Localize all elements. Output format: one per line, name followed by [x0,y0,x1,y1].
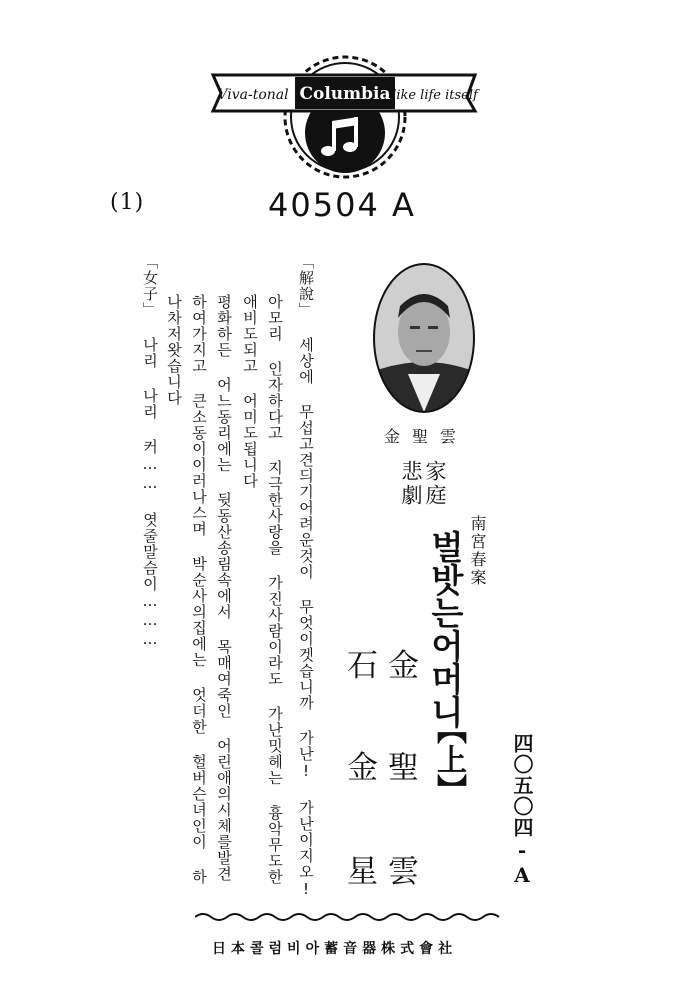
performer-2-char-2: 金 [347,750,378,786]
spine-catalog-number: 四〇五〇四-A [510,733,534,888]
script-line-6: 나차저왓습니다 [165,294,183,406]
publisher-footer: 日本콜럼비아蓄音器株式會社 [212,941,458,957]
genre-label-tragedy: 悲劇 [399,460,423,508]
columbia-logo [205,55,485,185]
script-line-4: 평화하든 어느동리에는 뒷동산송림속에서 목매여죽인 어린애의시체를발견 [215,294,233,882]
performer-2-char-3: 星 [347,854,378,890]
drama-title: 벌밧는어머니 [426,530,465,728]
performer-1-char-1: 金 [388,648,419,684]
logo-left-banner: Viva-tonal [217,87,289,103]
genre-label-family: 家庭 [423,460,447,508]
script-line-2: 아모리 인자하다고 지극한사랑을 가진사람이라도 가난밋헤는 흉악무도한 [266,294,284,885]
portrait-photo [372,262,476,414]
author-credit: 南宮春案 [468,515,487,587]
script-line-3: 애비도되고 어미도됩니다 [241,294,259,489]
portrait-caption: 金聖雲 [384,427,469,446]
record-number: 40504 A [268,186,416,224]
side-number: (1) [110,190,145,215]
script-line-1: 「解說」 세상에 무섭고견듸기어려운것이 무엇이겟습니까 가난! 가난이지오! [297,254,315,899]
logo-brand: Columbia [299,84,391,104]
logo-right-banner: like life itself [392,88,478,103]
footer-wave-rule [195,910,500,924]
performer-2-char-1: 石 [347,648,378,684]
performer-1-char-3: 雲 [388,854,419,890]
script-line-5: 하여가지고 큰소동이이러나스며 박순사의집에는 엇더한 헐버슨녀인이 하 [190,294,208,885]
performer-1-char-2: 聖 [388,750,419,786]
part-marker: 【上】 [431,714,466,804]
script-line-7: 「女子」 나리 나리 커…… 엿줄말슴이……… [141,254,159,649]
